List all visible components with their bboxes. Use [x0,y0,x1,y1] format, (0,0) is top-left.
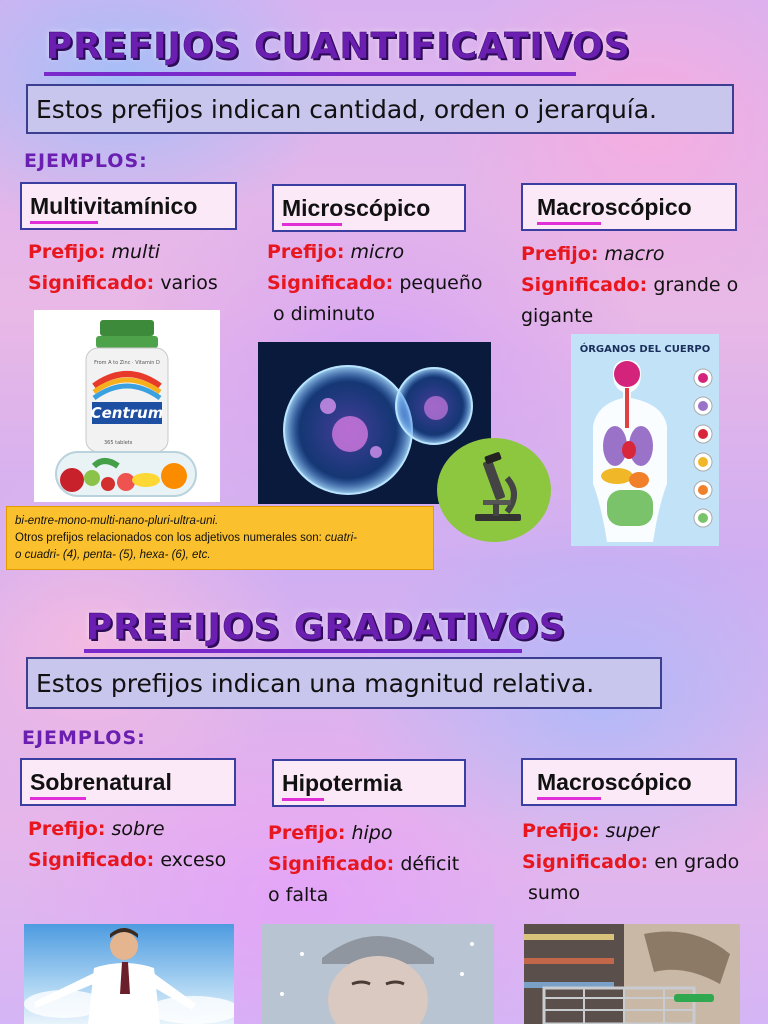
microscope-icon [437,438,551,542]
prefix-label: Prefijo: [268,822,346,844]
flying-man-illustration [24,924,234,1024]
vitamin-bottle-illustration [34,310,220,502]
examples-label: EJEMPLOS: [22,727,146,749]
flying-man-image [24,924,234,1024]
example-info [267,237,483,330]
example-word: Macroscópico [537,193,692,220]
prefix-label: Prefijo: [267,241,345,263]
cold-man-image [262,924,494,1024]
meaning-value-cont: o diminuto [273,303,375,325]
meaning-label: Significado: [28,849,155,871]
microscope-glyph [437,438,551,542]
example-word-box [272,184,466,232]
meaning-value: exceso [160,849,227,871]
description-text: Estos prefijos indican una magnitud relativa. [36,668,595,698]
title-gradativos: PREFIJOS GRADATIVOS [86,607,566,648]
supermarket-illustration [524,924,740,1024]
bottle-small-text: From A to Zinc · Vitamin D [94,360,160,366]
meaning-label: Significado: [521,274,648,296]
title-underline [84,649,522,653]
title-underline [44,72,576,76]
prefix-label: Prefijo: [521,243,599,265]
example-word: Hipotermia [282,769,403,796]
meaning-value-cont: o falta [268,884,329,906]
example-word-box [272,759,466,807]
prefix-underline [537,222,601,225]
description-box [26,657,662,709]
example-word-box [521,758,737,806]
prefix-underline [30,797,86,800]
prefix-note-box [6,506,434,570]
prefix-value: multi [111,241,161,263]
bottle-count: 365 tablets [104,440,133,446]
prefix-underline [30,221,98,224]
prefix-value: hipo [351,822,393,844]
meaning-value: grande o [653,274,739,296]
example-word: Microscópico [282,194,431,221]
example-info [28,814,226,876]
prefix-underline [282,223,342,226]
note-line-1: bi-entre-mono-multi-nano-pluri-ultra-uni. [15,515,219,527]
note-line-2b: cuatri- [325,532,357,544]
meaning-label: Significado: [28,272,155,294]
prefix-value: macro [604,243,665,265]
body-organs-illustration [571,334,719,546]
prefix-value: super [605,820,659,842]
prefix-underline [282,798,324,801]
example-word-box [20,758,236,806]
note-line-3: o cuadri- (4), penta- (5), hexa- (6), etc. [15,549,211,561]
meaning-label: Significado: [522,851,649,873]
description-box [26,84,734,134]
prefix-underline [537,797,601,800]
example-word-box [20,182,237,230]
meaning-label: Significado: [268,853,395,875]
prefix-value: sobre [111,818,165,840]
meaning-label: Significado: [267,272,394,294]
example-info [522,816,739,909]
prefix-label: Prefijo: [28,818,106,840]
example-word: Sobrenatural [30,768,172,795]
note-line-2a: Otros prefijos relacionados con los adjetivos numerales son: [15,532,326,544]
section-gradativos [0,585,768,1024]
example-info [268,818,459,911]
supermarket-image [524,924,740,1024]
title-cuantificativos: PREFIJOS CUANTIFICATIVOS [46,26,631,67]
meaning-value-cont: sumo [528,882,581,904]
body-organs-image [571,334,719,546]
description-text: Estos prefijos indican cantidad, orden o jerarquía. [36,94,658,124]
vitamin-bottle-image [34,310,220,502]
meaning-value: pequeño [399,272,483,294]
example-word-box [521,183,737,231]
example-word: Macroscópico [537,768,692,795]
prefix-value: micro [350,241,405,263]
cold-man-illustration [262,924,494,1024]
example-info [521,239,738,332]
meaning-value: varios [160,272,218,294]
meaning-value: en grado [654,851,740,873]
meaning-value: déficit [400,853,460,875]
example-word: Multivitamínico [30,192,198,219]
bottle-brand: Centrum [90,404,164,422]
prefix-label: Prefijo: [28,241,106,263]
prefix-label: Prefijo: [522,820,600,842]
example-info [28,237,218,299]
poster-title: ÓRGANOS DEL CUERPO [579,344,711,355]
meaning-value-cont: gigante [521,305,594,327]
examples-label: EJEMPLOS: [24,150,148,172]
